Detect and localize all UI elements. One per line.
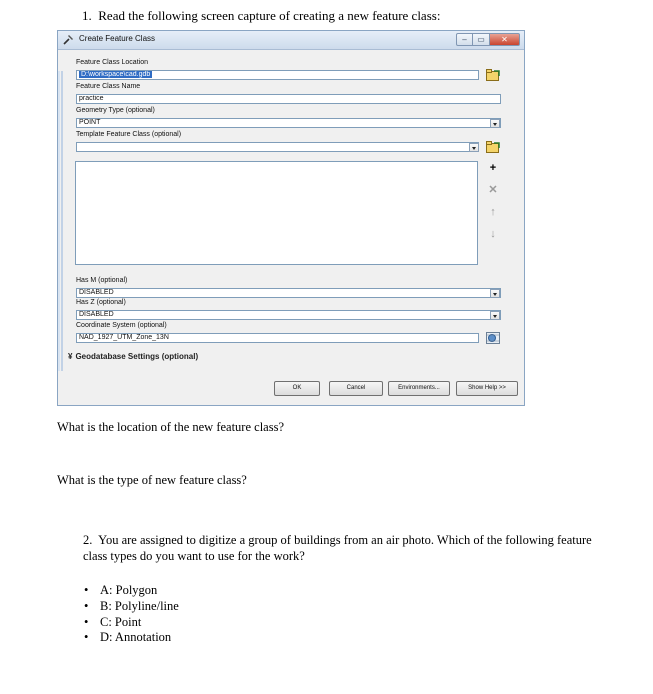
location-label: Feature Class Location <box>76 59 148 66</box>
question-2-text: You are assigned to digitize a group of buildings from an air photo. Which of the following feature class types do you want to use for the work? <box>83 533 592 563</box>
bullet-icon: • <box>84 598 89 613</box>
geometry-dropdown-arrow-icon[interactable] <box>490 119 500 128</box>
template-dropdown[interactable] <box>76 142 479 152</box>
question-1a: What is the location of the new feature class? <box>57 420 284 434</box>
chevron-down-icon: ¥ <box>68 352 73 361</box>
question-2-number: 2. <box>83 533 93 547</box>
option-c: • C: Point <box>84 614 142 629</box>
has-z-label: Has Z (optional) <box>76 299 126 306</box>
has-z-dropdown-arrow-icon[interactable] <box>490 311 500 320</box>
question-2 <box>83 532 603 564</box>
answer-options <box>84 583 179 646</box>
template-list[interactable] <box>75 161 478 265</box>
question-1 <box>82 8 440 24</box>
name-input[interactable]: practice <box>76 94 501 104</box>
dialog-title: Create Feature Class <box>79 34 156 43</box>
move-up-icon[interactable]: ↑ <box>490 206 496 218</box>
has-m-dropdown[interactable]: DISABLED <box>76 288 501 298</box>
location-value: D:\workspace\cad.gdb <box>81 71 151 78</box>
dialog-titlebar <box>58 31 524 50</box>
add-icon[interactable]: + <box>489 162 497 174</box>
gdb-settings-label: Geodatabase Settings (optional) <box>75 352 199 361</box>
template-dropdown-arrow-icon[interactable] <box>469 143 479 152</box>
window-controls <box>456 33 520 46</box>
remove-icon[interactable]: ✕ <box>488 184 498 196</box>
bullet-icon: • <box>84 583 89 597</box>
gdb-settings-expander[interactable] <box>68 352 198 361</box>
minimize-button[interactable]: – <box>456 33 473 46</box>
cancel-button[interactable]: Cancel <box>329 381 383 396</box>
coord-input[interactable]: NAD_1927_UTM_Zone_13N <box>76 333 479 343</box>
option-a: • A: Polygon <box>84 583 158 597</box>
option-d: • D: Annotation <box>84 630 172 645</box>
coordinate-system-icon[interactable] <box>486 332 500 344</box>
show-help-button[interactable]: Show Help >> <box>456 381 518 396</box>
name-label: Feature Class Name <box>76 83 141 90</box>
bullet-icon: • <box>84 614 89 629</box>
has-m-dropdown-arrow-icon[interactable] <box>490 289 500 298</box>
geometry-label: Geometry Type (optional) <box>76 107 155 114</box>
option-b: • B: Polyline/line <box>84 598 179 613</box>
environments-button[interactable]: Environments... <box>388 381 450 396</box>
location-input[interactable] <box>76 70 479 80</box>
browse-template-icon[interactable] <box>486 141 500 153</box>
hammer-icon <box>63 34 74 45</box>
question-1-number: 1. <box>82 8 92 23</box>
has-z-dropdown[interactable]: DISABLED <box>76 310 501 320</box>
bullet-icon: • <box>84 630 89 645</box>
left-edge-decoration <box>58 71 64 371</box>
question-1-text: Read the following screen capture of creating a new feature class: <box>98 8 441 23</box>
ok-button[interactable]: OK <box>274 381 320 396</box>
geometry-dropdown[interactable]: POINT <box>76 118 501 128</box>
question-1b: What is the type of new feature class? <box>57 473 247 487</box>
has-m-label: Has M (optional) <box>76 277 128 284</box>
browse-folder-icon[interactable] <box>486 69 500 81</box>
close-button[interactable]: ✕ <box>490 33 520 46</box>
coord-label: Coordinate System (optional) <box>76 322 167 329</box>
template-label: Template Feature Class (optional) <box>76 131 182 138</box>
create-feature-class-dialog <box>57 30 525 406</box>
maximize-button[interactable]: ▭ <box>473 33 490 46</box>
move-down-icon[interactable]: ↓ <box>490 228 496 240</box>
